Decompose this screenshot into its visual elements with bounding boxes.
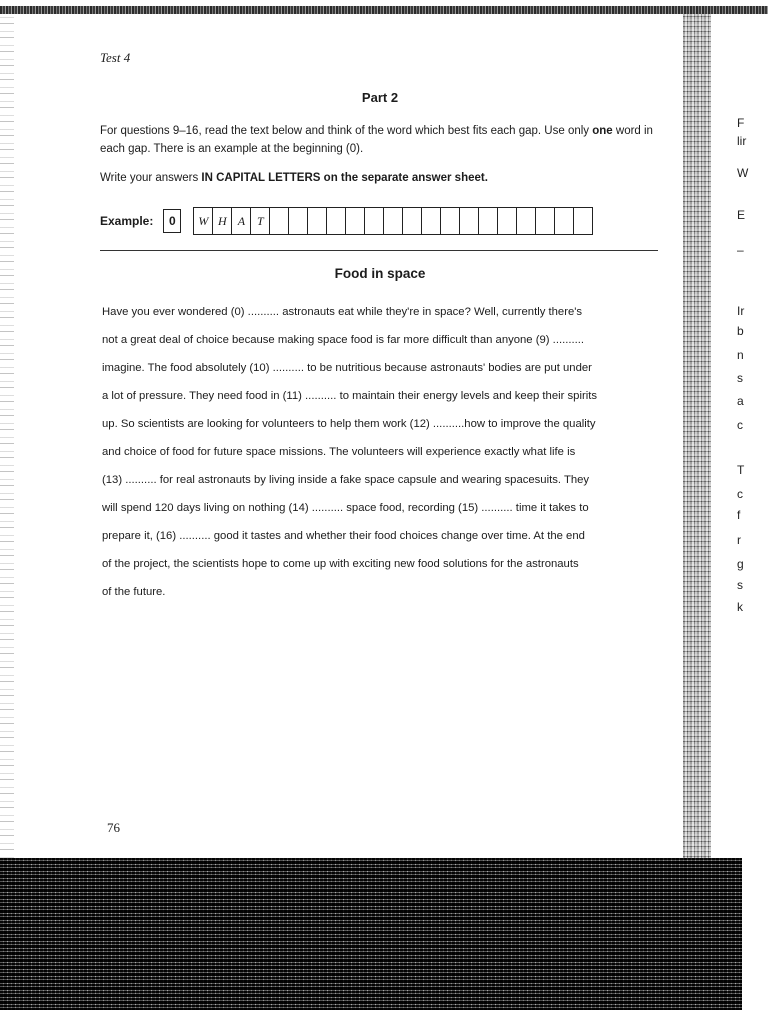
answer-letter-box xyxy=(308,208,327,234)
answer-letter-box xyxy=(403,208,422,234)
answer-letter-box: W xyxy=(194,208,213,234)
facing-page-fragment: n xyxy=(737,348,744,362)
answer-letter-box xyxy=(517,208,536,234)
instructions-emphasis: one xyxy=(592,125,613,137)
answer-instructions xyxy=(100,172,670,184)
scan-bottom-strip xyxy=(0,1010,742,1024)
answer-letter-box xyxy=(441,208,460,234)
passage-line: (13) .......... for real astronauts by living inside a fake space capsule and wearing spacesuits. They xyxy=(102,474,590,486)
facing-page-fragment: E xyxy=(737,208,746,222)
passage-text xyxy=(102,306,667,614)
instructions-emphasis: IN CAPITAL LETTERS xyxy=(201,172,321,184)
facing-page-fragment: c xyxy=(737,418,743,432)
facing-page-fragment: f xyxy=(737,508,741,522)
answer-letter-box xyxy=(422,208,441,234)
passage-line: will spend 120 days living on nothing (14) .......... space food, recording (15) .......... time it takes to xyxy=(102,502,589,514)
scan-bottom-noise xyxy=(0,858,742,1010)
facing-page-fragment: Ir xyxy=(737,304,745,318)
answer-letter-box xyxy=(555,208,574,234)
passage-line: a lot of pressure. They need food in (11) .......... to maintain their energy levels and keep their spirits xyxy=(102,390,598,402)
book-gutter-shadow xyxy=(683,14,711,860)
facing-page-fragment: k xyxy=(737,600,743,614)
facing-page-fragment: lir xyxy=(737,134,747,148)
answer-letter-box: T xyxy=(251,208,270,234)
example-number-box: 0 xyxy=(163,209,181,233)
part-title: Part 2 xyxy=(361,90,399,105)
passage-line: up. So scientists are looking for volunteers to help them work (12) ..........how to improve the quality xyxy=(102,418,596,430)
passage-line: of the future. xyxy=(102,586,166,598)
example-answer xyxy=(100,206,593,236)
instructions-text: on the separate answer sheet. xyxy=(320,172,488,184)
answer-letter-box: A xyxy=(232,208,251,234)
facing-page-fragment: c xyxy=(737,487,743,501)
page-number: 76 xyxy=(107,820,120,835)
text-title: Food in space xyxy=(334,266,426,281)
facing-page-fragment: s xyxy=(737,371,743,385)
answer-letter-box xyxy=(498,208,517,234)
answer-letter-box xyxy=(289,208,308,234)
answer-letter-box xyxy=(574,208,592,234)
instructions-text: Write your answers xyxy=(100,172,202,184)
answer-letter-box xyxy=(460,208,479,234)
passage-line: of the project, the scientists hope to come up with exciting new food solutions for the astronauts xyxy=(102,558,579,570)
passage-line: and choice of food for future space missions. The volunteers will experience exactly what life is xyxy=(102,446,576,458)
answer-letter-box xyxy=(365,208,384,234)
answer-letter-box xyxy=(536,208,555,234)
answer-letter-box xyxy=(479,208,498,234)
running-header: Test 4 xyxy=(100,50,131,65)
facing-page-fragment: W xyxy=(737,166,749,180)
facing-page-fragment: g xyxy=(737,557,744,571)
answer-letter-box xyxy=(270,208,289,234)
scan-bottom-right xyxy=(742,858,768,1024)
facing-page-fragment: s xyxy=(737,578,743,592)
answer-letter-box: H xyxy=(213,208,232,234)
instructions-paragraph xyxy=(100,122,670,158)
passage-line: prepare it, (16) .......... good it tastes and whether their food choices change over time. At the end xyxy=(102,530,585,542)
instructions-text: word in each gap. There is an example at the beginning (0). xyxy=(100,125,653,155)
passage-line: imagine. The food absolutely (10) .......... to be nutritious because astronauts' bodies are put under xyxy=(102,362,592,374)
answer-letter-box xyxy=(346,208,365,234)
scan-top-edge xyxy=(0,6,768,14)
passage-line: Have you ever wondered (0) .......... astronauts eat while they're in space? Well, currently there's xyxy=(102,306,583,318)
facing-page-fragment: – xyxy=(737,243,744,257)
facing-page-fragment: a xyxy=(737,394,744,408)
instructions-text: For questions 9–16, read the text below and think of the word which best fits each gap. Use only xyxy=(100,125,593,137)
passage-line: not a great deal of choice because making space food is far more difficult than anyone (9) .......... xyxy=(102,334,585,346)
facing-page-fragment: F xyxy=(737,116,745,130)
facing-page-fragment: r xyxy=(737,533,741,547)
facing-page-fragment: T xyxy=(737,463,745,477)
facing-page-fragment: b xyxy=(737,324,744,338)
divider-rule xyxy=(100,250,658,251)
scan-left-edge xyxy=(0,14,14,860)
answer-letter-box xyxy=(384,208,403,234)
answer-letter-box xyxy=(327,208,346,234)
example-label: Example: xyxy=(100,214,154,228)
answer-letter-boxes xyxy=(193,207,593,235)
